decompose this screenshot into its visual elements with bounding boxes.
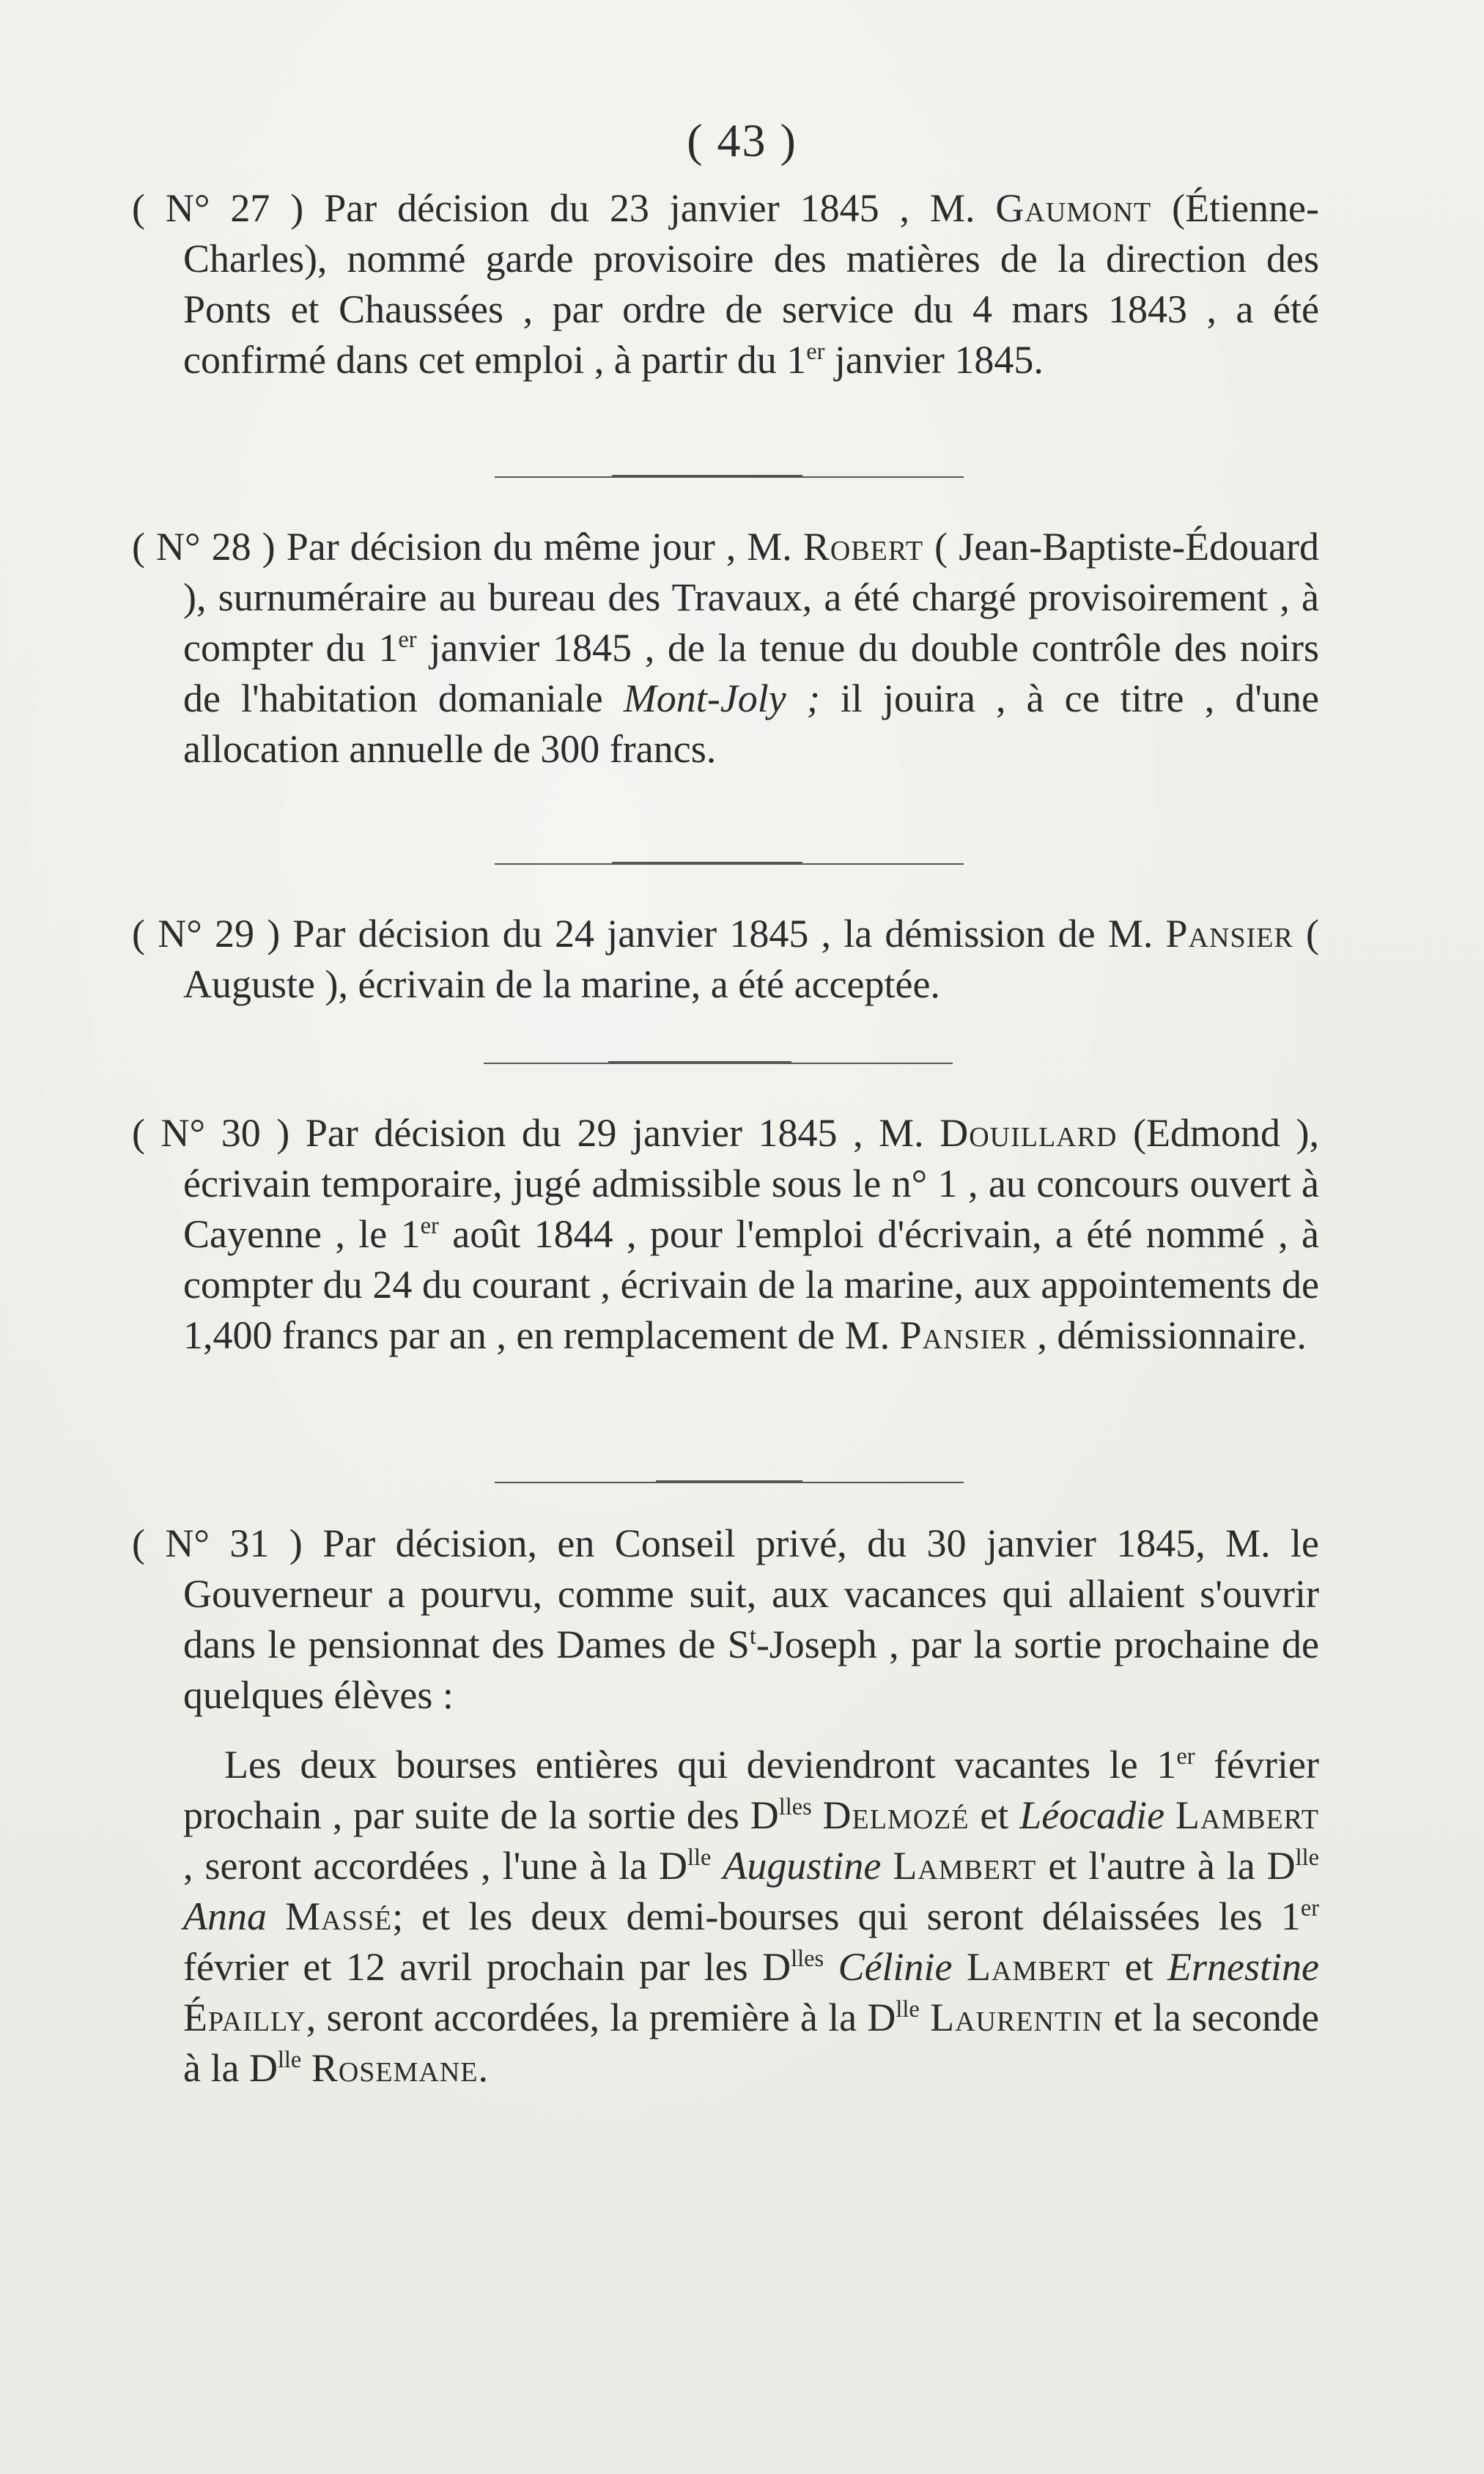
- person-name: Robert: [802, 525, 924, 569]
- entry-text: ( Auguste ), écrivain de la marine, a été acceptée.: [183, 912, 1320, 1006]
- entry-number: ( N° 31 ): [132, 1521, 303, 1565]
- entry-text: août 1844 , pour l'emploi d'écrivain, a été nommé , à compter du 24 du courant , écrivain de la marine, aux appointements de 1,400 francs par an , en remplacement de M.: [183, 1212, 1319, 1357]
- person-name: Lambert: [967, 1945, 1111, 1989]
- given-name: Léocadie: [1019, 1793, 1165, 1837]
- superscript: er: [420, 1213, 439, 1239]
- para-text: [301, 2046, 311, 2090]
- decision-entry-27: [132, 183, 1319, 385]
- entry-number: ( N° 30 ): [132, 1111, 290, 1155]
- decision-entry-29: [132, 909, 1319, 1010]
- person-name: Laurentin: [930, 1995, 1104, 2039]
- page-number: ( 43 ): [687, 114, 797, 166]
- para-text: et: [1110, 1945, 1168, 1989]
- para-text: [1164, 1793, 1175, 1837]
- superscript: lle: [687, 1845, 712, 1871]
- superscript: er: [806, 339, 825, 365]
- person-name: Delmozé: [822, 1793, 970, 1837]
- para-text: ; et les deux demi-bourses qui seront délaissées les 1: [392, 1894, 1301, 1938]
- superscript: lle: [277, 2047, 302, 2073]
- separator-rule: [495, 1482, 964, 1483]
- para-text: et la seconde à la D: [183, 1995, 1320, 2090]
- entry-text: janvier 1845 , de la tenue du double contrôle des noirs de l'habitation domaniale: [183, 626, 1319, 720]
- para-text: , seront accordées, la première à la D: [306, 1995, 896, 2039]
- given-name: Augustine: [723, 1844, 882, 1888]
- entry-text: ( Jean-Baptiste-Édouard ), surnuméraire au bureau des Travaux, a été chargé provisoirement , à compter du 1: [183, 525, 1320, 670]
- person-name: Lambert: [1175, 1793, 1320, 1837]
- para-text: [920, 1995, 930, 2039]
- superscript: er: [1300, 1895, 1320, 1921]
- separator-rule: [495, 863, 964, 865]
- para-text: et l'autre à la D: [1036, 1844, 1296, 1888]
- entry-number: ( N° 29 ): [132, 912, 281, 956]
- superscript: er: [1176, 1743, 1195, 1770]
- entry-number: ( N° 27 ): [132, 186, 304, 230]
- para-text: [953, 1945, 967, 1989]
- entry-text: -Joseph , par la sortie prochaine de quelques élèves :: [183, 1622, 1320, 1717]
- superscript: lle: [1295, 1845, 1320, 1871]
- given-name: Ernestine: [1167, 1945, 1320, 1989]
- para-text: [711, 1844, 723, 1888]
- para-text: février et 12 avril prochain par les D: [183, 1945, 791, 1989]
- decision-entry-28: [132, 522, 1319, 775]
- entry-text: Par décision du 23 janvier 1845 , M.: [324, 186, 996, 230]
- entry-text: Par décision du 29 janvier 1845 , M.: [305, 1111, 940, 1155]
- person-name: Lambert: [893, 1844, 1037, 1888]
- person-name: Pansier: [1165, 912, 1293, 956]
- given-name: Célinie: [838, 1945, 953, 1989]
- para-text: [824, 1945, 838, 1989]
- para-text: .: [478, 2046, 489, 2090]
- entry-text: , démissionnaire.: [1027, 1313, 1307, 1357]
- decision-entry-30: [132, 1108, 1319, 1361]
- superscript: lles: [778, 1794, 812, 1820]
- person-name: Massé: [285, 1894, 393, 1938]
- superscript: lle: [896, 1996, 920, 2023]
- para-text: [881, 1844, 893, 1888]
- entry-text: Par décision du 24 janvier 1845 , la démission de M.: [292, 912, 1166, 956]
- para-text: et: [969, 1793, 1020, 1837]
- para-text: , seront accordées , l'une à la D: [183, 1844, 688, 1888]
- superscript: lles: [791, 1946, 824, 1972]
- person-name: Douillard: [940, 1111, 1118, 1155]
- para-text: [812, 1793, 823, 1837]
- entry-text: janvier 1845.: [824, 338, 1044, 382]
- person-name: Rosemane: [311, 2046, 479, 2090]
- entry-text: (Étienne-Charles), nommé garde provisoire des matières de la direction des Ponts et Chaussées , par ordre de service du 4 mars 1843 , a été confirmé dans cet emploi , à partir du 1: [183, 186, 1319, 382]
- entry-text: Par décision, en Conseil privé, du 30 janvier 1845, M. le Gouverneur a pourvu, comme suit, aux vacances qui allaient s'ouvrir dans le pensionnat des Dames de S: [183, 1521, 1320, 1666]
- para-text: Les deux bourses entières qui deviendront vacantes le 1: [224, 1743, 1177, 1787]
- place-name: Mont-Joly ;: [623, 676, 820, 720]
- award-paragraph: [132, 1740, 1319, 2094]
- superscript: t: [749, 1623, 756, 1650]
- para-text: [267, 1894, 285, 1938]
- given-name: Anna: [183, 1894, 267, 1938]
- entry-number: ( N° 28 ): [132, 525, 276, 569]
- person-name: Pansier: [899, 1313, 1027, 1357]
- entry-text: Par décision du même jour , M.: [286, 525, 803, 569]
- superscript: er: [398, 627, 417, 653]
- person-name: Épailly: [183, 1995, 306, 2039]
- person-name: Gaumont: [995, 186, 1152, 230]
- para-text: février prochain , par suite de la sortie des D: [183, 1743, 1319, 1837]
- entry-text: il jouira , à ce titre , d'une allocation annuelle de 300 francs.: [183, 676, 1320, 771]
- entry-text: (Edmond ), écrivain temporaire, jugé admissible sous le n° 1 , au concours ouvert à Cayenne , le 1: [183, 1111, 1320, 1256]
- separator-rule: [495, 476, 964, 478]
- separator-rule: [484, 1063, 953, 1064]
- decision-entry-31: [132, 1518, 1319, 2094]
